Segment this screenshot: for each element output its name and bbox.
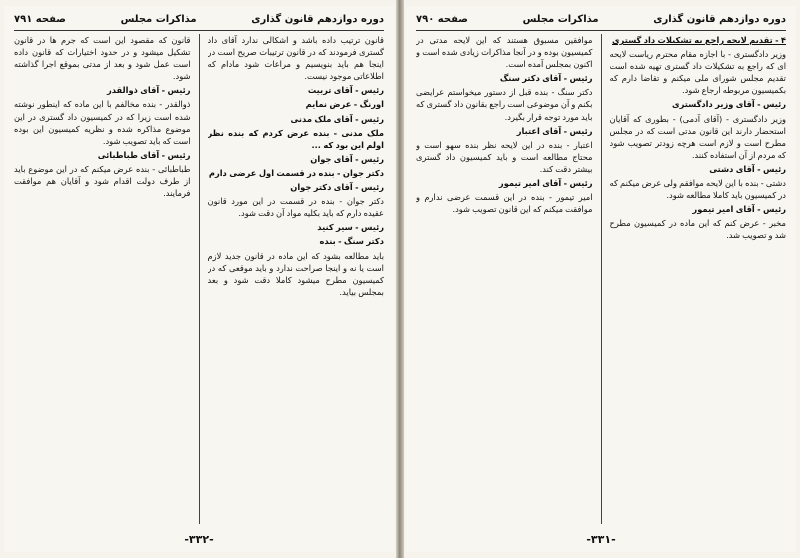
- paragraph: دشتی - بنده با این لایحه موافقم ولی عرض میکنم که در کمیسیون باید کاملا مطالعه شود.: [609, 178, 786, 201]
- speaker-line: دکتر جوان - بنده در قسمت اول عرضی دارم: [208, 167, 384, 178]
- right-header-volume: دوره دوازدهم قانون گذاری: [653, 13, 786, 25]
- paragraph: موافقین مسبوق هستند که این لایحه مدتی در کمیسیون بوده و در آنجا مذاکرات زیادی شده است و اکنون بمجلس آمده است.: [416, 35, 593, 70]
- paragraph: اعتبار - بنده در این لایحه نظر بنده سهو است و محتاج مطالعه است و باید کمیسیون داد گستری بیشتر دقت کند.: [416, 139, 593, 174]
- right-page-footer: -٣٣١-: [586, 533, 616, 546]
- left-page-column-left: [14, 34, 191, 524]
- left-page: [4, 6, 394, 552]
- column-divider: [199, 34, 200, 524]
- speaker-line: اورنگ - عرض نمایم: [305, 99, 384, 110]
- paragraph: دکتر سنگ - بنده قبل از دستور میخواستم عرایضی بکنم و آن موضوعی است راجع بقانون داد گستری که باید مورد توجه قرار بگیرد.: [416, 87, 593, 122]
- speaker-line: رئیس - آقای دشتی: [709, 163, 786, 174]
- paragraph: قانون که مقصود این است که جرم ها در قانون تشکیل میشود و در حدود اختیارات که قانون داده است عمل شود و بعد از مدتی بموقع اجرا گذاشته شود.: [14, 35, 191, 82]
- book-gutter: [396, 0, 404, 558]
- paragraph: مخبر - عرض کنم که این ماده در کمیسیون مطرح شد و تصویب شد.: [609, 218, 786, 241]
- column-divider: [601, 34, 602, 524]
- paragraph: طباطبائی - بنده عرض میکنم که در این موضوع باید از طرف دولت اقدام شود و آقایان هم موافقت فرمایند.: [14, 163, 191, 199]
- speaker-line: رئیس - آقای طباطبائی: [97, 149, 191, 160]
- paragraph: وزیر دادگستری - (آقای آدمی) - بطوری که آقایان استحضار دارند این قانون مدتی است که در مجلس مطرح است و لازم است هرچه زودتر تصویب شود که مردم از آن استفاده کنند.: [609, 113, 786, 160]
- left-page-footer: -٣٣٢-: [184, 533, 214, 546]
- left-page-column-right: [208, 34, 385, 524]
- right-header-page-number: صفحه ۷۹۰: [416, 13, 468, 25]
- speaker-line: ملک مدنی - بنده عرض کردم که بنده نظر اولم این بود که ...: [207, 127, 384, 150]
- left-header-volume: دوره دوازدهم قانون گذاری: [251, 13, 384, 25]
- speaker-line: رئیس - سیر کنید: [317, 222, 384, 233]
- speaker-line: رئیس - آقای امیر تیمور: [692, 204, 786, 215]
- paragraph: وزیر دادگستری - با اجازه مقام محترم ریاست لایحه ای که راجع به تشکیلات داد گستری تهیه شده است تقدیم مجلس شورای ملی میکنم و تقاضا دارم که بکمیسیون مربوطه ارجاع شود.: [609, 49, 786, 96]
- paragraph: قانون ترتیب داده باشد و اشکالی ندارد آقای داد گستری فرمودند که در قانون ترتیبات صریح است در اینجا هم باید بنویسیم و مراعات شود مادام که اطلاعاتی موجود نیست.: [207, 35, 384, 82]
- right-page-column-right: [610, 34, 787, 524]
- right-page-column-left: [416, 34, 593, 524]
- right-page: [406, 6, 796, 552]
- speaker-line: رئیس - آقای تربیت: [307, 85, 384, 96]
- speaker-line: رئیس - آقای اعتبار: [516, 125, 593, 136]
- paragraph: دکتر جوان - بنده در قسمت در این مورد قانون عقیده دارم که باید بکلیه مواد آن دقت شود.: [207, 196, 384, 219]
- left-page-columns: [14, 34, 384, 524]
- speaker-line: رئیس - آقای امیر تیمور: [498, 178, 593, 189]
- paragraph: ذوالقدر - بنده مخالفم با این ماده که اینطور نوشته شده است زیرا که در کمیسیون داد گستری در این موضوع مذاکره شده و نظریه کمیسیون این بوده است که باید تصویب شود.: [14, 99, 191, 146]
- speaker-line: رئیس - آقای وزیر دادگستری: [672, 99, 786, 110]
- left-header-page-number: صفحه ۷۹۱: [14, 13, 66, 25]
- right-page-header: [416, 10, 786, 31]
- speaker-line: رئیس - آقای ذوالقدر: [106, 85, 191, 96]
- left-header-title: مذاکرات مجلس: [120, 13, 197, 25]
- speaker-line: رئیس - آقای دکتر سنگ: [499, 73, 593, 84]
- right-page-columns: [416, 34, 786, 524]
- right-header-title: مذاکرات مجلس: [522, 13, 599, 25]
- speaker-line: رئیس - آقای جوان: [310, 153, 384, 164]
- speaker-line: رئیس - آقای ملک مدنی: [290, 113, 384, 124]
- left-page-header: [14, 10, 384, 31]
- section-heading: ۴ - تقدیم لایحه راجع به تشکیلات داد گستری: [611, 35, 786, 45]
- paragraph: باید مطالعه بشود که این ماده در قانون جدید لازم است یا نه و اینجا صراحت ندارد و باید موقعی که در کمیسیون مطرح میشود کاملا دقت شود و بعد بمجلس بیاید.: [207, 250, 384, 297]
- paragraph: امیر تیمور - بنده در این قسمت عرضی ندارم و موافقت میکنم که این قانون تصویب شود.: [416, 192, 593, 215]
- speaker-line: رئیس - آقای دکتر جوان: [290, 182, 384, 193]
- speaker-line: دکتر سنگ - بنده: [319, 236, 384, 247]
